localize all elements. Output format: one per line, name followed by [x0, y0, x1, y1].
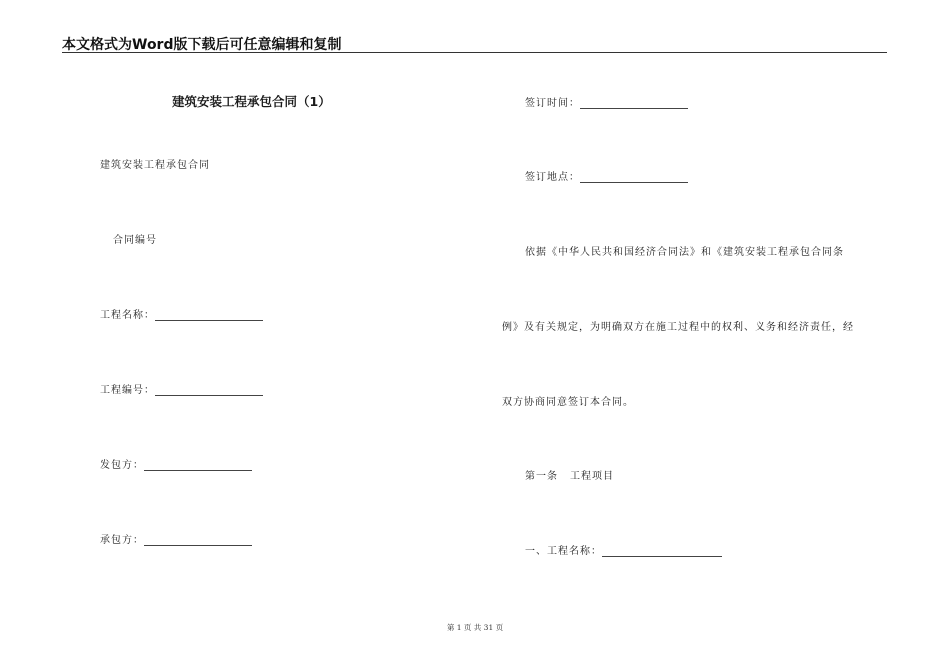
contract-subtitle: 建筑安装工程承包合同 — [100, 160, 210, 171]
contractor-field — [100, 531, 252, 546]
employer-field — [100, 456, 252, 471]
project-number-label: 工程编号： — [100, 385, 155, 396]
preamble-line-2: 例》及有关规定，为明确双方在施工过程中的权利、义务和经济责任，经 — [502, 322, 854, 333]
project-name-blank — [155, 310, 263, 321]
sign-place-field — [525, 168, 688, 183]
article-1-number: 第一条 — [525, 471, 558, 482]
page-header-title: 本文格式为Word版下载后可任意编辑和复制 — [62, 37, 342, 53]
contractor-label: 承包方： — [100, 535, 144, 546]
employer-blank — [144, 460, 252, 471]
document-title: 建筑安装工程承包合同（1） — [172, 94, 331, 109]
page-footer: 第 1 页 共 31 页 — [446, 623, 504, 632]
project-name-label: 工程名称： — [100, 310, 155, 321]
contractor-blank — [144, 535, 252, 546]
item-1-project-name-label: 一、工程名称： — [525, 546, 602, 557]
preamble-line-3: 双方协商同意签订本合同。 — [502, 397, 634, 408]
header-divider — [62, 52, 887, 53]
sign-time-label: 签订时间： — [525, 98, 580, 109]
sign-place-blank — [580, 172, 688, 183]
project-number-blank — [155, 385, 263, 396]
sign-time-field — [525, 94, 688, 109]
project-number-field — [100, 381, 263, 396]
sign-place-label: 签订地点： — [525, 172, 580, 183]
employer-label: 发包方： — [100, 460, 144, 471]
contract-number-label: 合同编号 — [113, 235, 157, 246]
preamble-line-1: 依据《中华人民共和国经济合同法》和《建筑安装工程承包合同条 — [525, 247, 844, 258]
project-name-field — [100, 306, 263, 321]
article-1-title: 工程项目 — [570, 471, 614, 482]
sign-time-blank — [580, 98, 688, 109]
item-1-project-name-field — [525, 542, 722, 557]
article-1-heading — [525, 467, 614, 482]
item-1-project-name-blank — [602, 546, 722, 557]
